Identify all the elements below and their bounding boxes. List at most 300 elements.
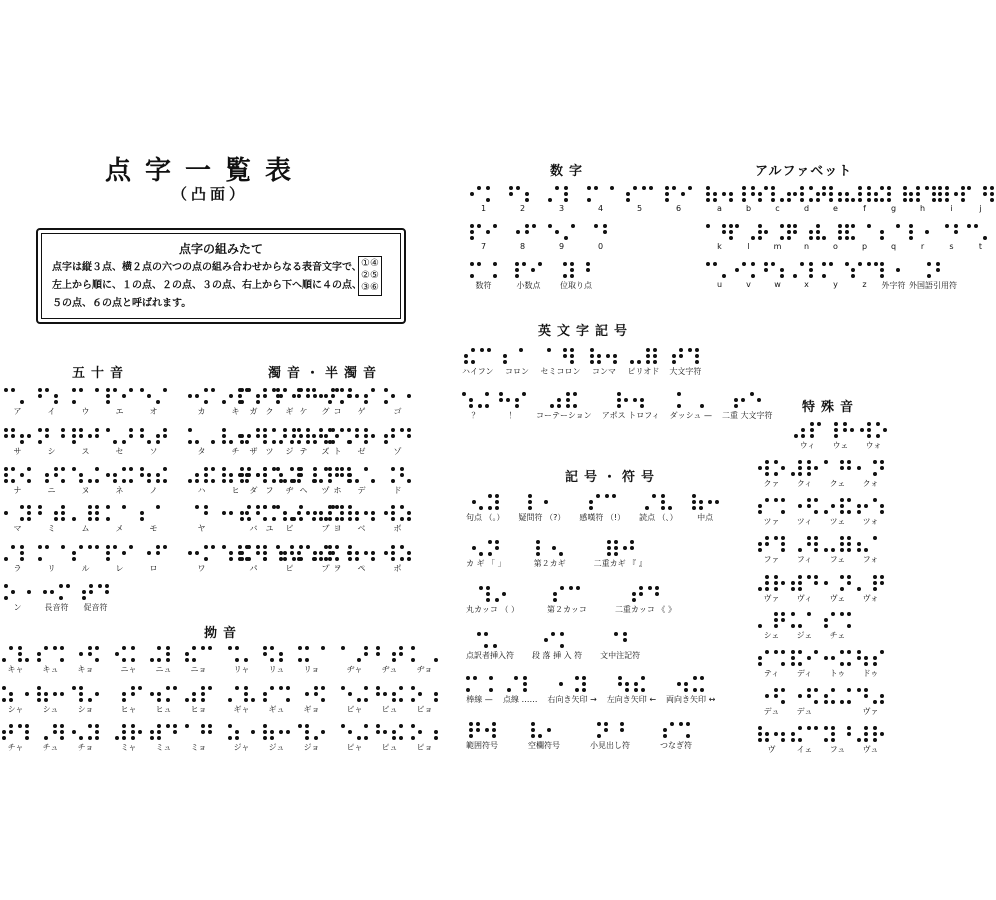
braille-cell bbox=[925, 186, 936, 202]
braille-cell bbox=[857, 650, 868, 666]
braille-cell bbox=[780, 224, 791, 240]
braille-pair bbox=[298, 686, 325, 702]
braille-entry bbox=[824, 612, 851, 641]
braille-cell bbox=[840, 726, 851, 742]
braille-label: o bbox=[833, 242, 838, 251]
braille-entry bbox=[532, 632, 582, 661]
braille-cell bbox=[384, 467, 395, 483]
braille-label: エ bbox=[115, 407, 124, 416]
tokushu-row-6 bbox=[758, 612, 857, 641]
braille-pair bbox=[348, 467, 375, 483]
braille-entry bbox=[462, 392, 489, 421]
braille-entry bbox=[298, 686, 325, 715]
braille-cell bbox=[493, 632, 504, 648]
braille-cell bbox=[400, 467, 411, 483]
braille-pair bbox=[528, 494, 555, 510]
braille-cell bbox=[292, 545, 303, 561]
braille-cell bbox=[809, 186, 820, 202]
braille-entry bbox=[587, 186, 614, 213]
braille-label: ブ bbox=[321, 524, 330, 533]
braille-pair bbox=[822, 262, 849, 278]
page-title: 点字一覧表 bbox=[105, 156, 306, 186]
braille-pair bbox=[240, 505, 267, 521]
braille-cell bbox=[357, 646, 368, 662]
braille-label: v bbox=[746, 280, 751, 289]
braille-label: クィ bbox=[796, 479, 813, 488]
kigou-row-3 bbox=[466, 586, 704, 615]
explain-title: 点字の組みたて bbox=[178, 242, 263, 256]
braille-cell bbox=[807, 612, 818, 628]
braille-cell bbox=[188, 388, 199, 404]
braille-entry bbox=[503, 676, 538, 705]
braille-label: カ ギ 「 」 bbox=[466, 559, 506, 568]
braille-label: j bbox=[979, 204, 982, 213]
braille-cell bbox=[485, 722, 496, 738]
braille-entry bbox=[824, 726, 851, 755]
braille-cell bbox=[150, 646, 161, 662]
braille-entry bbox=[38, 388, 65, 417]
braille-pair bbox=[341, 646, 368, 662]
braille-cell bbox=[809, 224, 820, 240]
braille-cell bbox=[298, 646, 309, 662]
braille-label: 促音符 bbox=[83, 603, 108, 612]
braille-cell bbox=[54, 388, 65, 404]
braille-cell bbox=[613, 722, 624, 738]
braille-label: ヅ bbox=[321, 486, 330, 495]
braille-cell bbox=[563, 348, 574, 364]
braille-entry bbox=[860, 422, 887, 451]
braille-label: 長音符 bbox=[44, 603, 69, 612]
braille-label: 4 bbox=[597, 204, 604, 213]
braille-entry bbox=[692, 494, 719, 523]
braille-label: ジェ bbox=[796, 631, 813, 640]
braille-label: 7 bbox=[480, 242, 487, 251]
braille-cell bbox=[791, 460, 802, 476]
braille-label: 9 bbox=[558, 242, 565, 251]
braille-cell bbox=[427, 646, 438, 662]
braille-entry bbox=[791, 726, 818, 755]
braille-pair bbox=[4, 505, 31, 521]
braille-entry bbox=[38, 467, 65, 496]
braille-cell bbox=[131, 724, 142, 740]
braille-label: ギャ bbox=[233, 705, 250, 714]
braille-pair bbox=[140, 428, 167, 444]
braille-label: リョ bbox=[303, 665, 320, 674]
braille-entry bbox=[263, 686, 290, 715]
braille-label: マ bbox=[13, 524, 22, 533]
explain-line-3: ５の点、６の点と呼ばれます。 bbox=[52, 298, 192, 309]
braille-pair bbox=[857, 650, 884, 666]
braille-cell bbox=[824, 575, 835, 591]
braille-cell bbox=[967, 186, 978, 202]
braille-pair bbox=[411, 724, 438, 740]
braille-label: ツォ bbox=[862, 517, 879, 526]
braille-pair bbox=[630, 348, 657, 364]
braille-entry bbox=[706, 262, 733, 291]
braille-entry bbox=[791, 575, 818, 604]
braille-pair bbox=[791, 575, 818, 591]
braille-entry bbox=[851, 262, 878, 291]
braille-cell bbox=[341, 646, 352, 662]
braille-cell bbox=[774, 650, 785, 666]
braille-label: キ bbox=[231, 407, 240, 416]
braille-pair bbox=[240, 467, 267, 483]
alpha-row-3 bbox=[706, 262, 959, 291]
braille-cell bbox=[364, 428, 375, 444]
braille-pair bbox=[384, 467, 411, 483]
braille-label: デュ bbox=[796, 707, 813, 716]
braille-cell bbox=[411, 724, 422, 740]
braille-label: ヴュ bbox=[862, 745, 879, 754]
braille-label: ヨ bbox=[333, 524, 342, 533]
braille-entry bbox=[669, 348, 701, 377]
braille-cell bbox=[348, 388, 359, 404]
explain-line-2: 左上から順に、１の点、２の点、３の点、右上から下へ順に４の点、 bbox=[52, 280, 362, 291]
braille-label: キュ bbox=[42, 665, 59, 674]
braille-pair bbox=[276, 505, 303, 521]
braille-entry bbox=[880, 186, 907, 213]
braille-cell bbox=[256, 388, 267, 404]
braille-pair bbox=[791, 536, 818, 552]
braille-cell bbox=[774, 688, 785, 704]
braille-pair bbox=[38, 388, 65, 404]
braille-label: 位取り点 bbox=[560, 281, 592, 290]
braille-cell bbox=[523, 676, 534, 692]
braille-cell bbox=[18, 686, 29, 702]
braille-entry bbox=[594, 540, 647, 569]
braille-entry bbox=[384, 467, 411, 496]
braille-entry bbox=[384, 428, 411, 457]
braille-label: ドゥ bbox=[862, 669, 879, 678]
braille-entry bbox=[579, 494, 625, 523]
braille-cell bbox=[384, 545, 395, 561]
braille-cell bbox=[364, 467, 375, 483]
braille-cell bbox=[780, 186, 791, 202]
braille-cell bbox=[341, 724, 352, 740]
braille-label: s bbox=[949, 242, 954, 251]
braille-cell bbox=[38, 428, 49, 444]
braille-pair bbox=[735, 186, 762, 202]
heading-kigou: 記号・符号 bbox=[565, 470, 661, 485]
braille-cell bbox=[873, 575, 884, 591]
braille-pair bbox=[880, 224, 907, 240]
braille-pair bbox=[824, 612, 851, 628]
braille-cell bbox=[873, 460, 884, 476]
braille-label: 点訳者挿入符 bbox=[466, 651, 514, 660]
braille-cell bbox=[122, 428, 133, 444]
braille-cell bbox=[4, 545, 15, 561]
braille-cell bbox=[809, 262, 820, 278]
braille-label: メ bbox=[115, 524, 124, 533]
braille-entry bbox=[72, 428, 99, 457]
braille-label: チェ bbox=[829, 631, 846, 640]
braille-cell bbox=[840, 575, 851, 591]
braille-entry bbox=[515, 262, 542, 291]
braille-pair bbox=[312, 388, 339, 404]
braille-pair bbox=[503, 348, 530, 364]
braille-cell bbox=[758, 575, 769, 591]
braille-cell bbox=[222, 467, 233, 483]
braille-entry bbox=[72, 467, 99, 496]
kigou-row-2 bbox=[466, 540, 675, 569]
braille-cell bbox=[82, 584, 93, 600]
braille-cell bbox=[824, 536, 835, 552]
braille-entry bbox=[791, 688, 818, 717]
braille-label: 二重カッコ 《 》 bbox=[614, 605, 676, 614]
braille-pair bbox=[531, 722, 558, 738]
braille-entry bbox=[185, 686, 212, 715]
braille-label: イェ bbox=[796, 745, 813, 754]
braille-entry bbox=[228, 646, 255, 675]
braille-pair bbox=[462, 392, 489, 408]
braille-entry bbox=[822, 186, 849, 213]
braille-pair bbox=[758, 612, 785, 628]
braille-cell bbox=[677, 676, 688, 692]
braille-label: ザ bbox=[249, 447, 258, 456]
braille-cell bbox=[807, 536, 818, 552]
braille-entry bbox=[4, 505, 31, 534]
braille-entry bbox=[822, 262, 849, 291]
braille-cell bbox=[646, 348, 657, 364]
braille-entry bbox=[758, 575, 785, 604]
braille-cell bbox=[279, 686, 290, 702]
heading-eibun: 英文字記号 bbox=[538, 324, 634, 339]
braille-entry bbox=[615, 586, 676, 615]
braille-cell bbox=[873, 498, 884, 514]
braille-pair bbox=[38, 467, 65, 483]
braille-label: ビャ bbox=[346, 705, 363, 714]
braille-label: ニョ bbox=[190, 665, 207, 674]
braille-entry bbox=[384, 505, 411, 534]
braille-entry bbox=[466, 494, 505, 523]
braille-label: リャ bbox=[233, 665, 250, 674]
braille-label: 5 bbox=[636, 204, 643, 213]
braille-entry bbox=[240, 545, 267, 574]
braille-entry bbox=[341, 646, 368, 675]
braille-pair bbox=[793, 224, 820, 240]
braille-entry bbox=[602, 392, 660, 421]
braille-pair bbox=[938, 224, 965, 240]
braille-label: モ bbox=[149, 524, 158, 533]
braille-pair bbox=[4, 467, 31, 483]
braille-cell bbox=[53, 686, 64, 702]
braille-cell bbox=[276, 545, 287, 561]
braille-pair bbox=[472, 540, 499, 556]
braille-cell bbox=[88, 467, 99, 483]
braille-entry bbox=[341, 686, 368, 715]
braille-entry bbox=[411, 686, 438, 715]
braille-label: 両向き矢印 ↔ bbox=[666, 695, 716, 704]
braille-label: g bbox=[890, 204, 897, 213]
braille-cell bbox=[938, 224, 949, 240]
braille-entry bbox=[376, 646, 403, 675]
braille-cell bbox=[564, 186, 575, 202]
braille-entry bbox=[548, 676, 597, 705]
kigou-row-1 bbox=[466, 494, 733, 523]
braille-cell bbox=[115, 724, 126, 740]
braille-label: ツァ bbox=[763, 517, 780, 526]
braille-cell bbox=[204, 545, 215, 561]
braille-pair bbox=[791, 612, 818, 628]
braille-label: ヒュ bbox=[155, 705, 172, 714]
braille-label: ノ bbox=[149, 486, 158, 495]
braille-cell bbox=[550, 392, 561, 408]
braille-cell bbox=[140, 545, 151, 561]
braille-cell bbox=[909, 224, 920, 240]
braille-entry bbox=[509, 224, 536, 251]
braille-cell bbox=[470, 262, 481, 278]
braille-label: ボ bbox=[393, 524, 402, 533]
braille-label: クァ bbox=[763, 479, 780, 488]
braille-pair bbox=[909, 224, 936, 240]
braille-cell bbox=[536, 540, 547, 556]
braille-pair bbox=[263, 646, 290, 662]
braille-pair bbox=[263, 686, 290, 702]
braille-cell bbox=[590, 348, 601, 364]
braille-label: e bbox=[833, 204, 838, 213]
braille-cell bbox=[623, 632, 634, 648]
braille-cell bbox=[54, 467, 65, 483]
braille-cell bbox=[122, 545, 133, 561]
braille-cell bbox=[867, 262, 878, 278]
braille-cell bbox=[185, 646, 196, 662]
braille-pair bbox=[827, 422, 854, 438]
braille-pair bbox=[312, 467, 339, 483]
braille-cell bbox=[106, 428, 117, 444]
braille-cell bbox=[37, 646, 48, 662]
braille-pair bbox=[920, 262, 947, 278]
braille-cell bbox=[873, 650, 884, 666]
tokushu-row-5 bbox=[758, 575, 890, 604]
braille-pair bbox=[758, 460, 785, 476]
braille-entry bbox=[509, 186, 536, 213]
braille-pair bbox=[140, 388, 167, 404]
braille-pair bbox=[563, 262, 590, 278]
braille-label: ペ bbox=[357, 564, 366, 573]
braille-cell bbox=[840, 536, 851, 552]
braille-label: トゥ bbox=[829, 669, 846, 678]
braille-cell bbox=[166, 724, 177, 740]
braille-pair bbox=[240, 428, 267, 444]
braille-cell bbox=[472, 494, 483, 510]
tokushu-row-4 bbox=[758, 536, 890, 565]
braille-cell bbox=[256, 505, 267, 521]
braille-entry bbox=[548, 186, 575, 213]
braille-label: ヌ bbox=[81, 486, 90, 495]
braille-pair bbox=[548, 186, 575, 202]
braille-cell bbox=[464, 348, 475, 364]
braille-cell bbox=[364, 388, 375, 404]
braille-entry bbox=[909, 186, 936, 213]
braille-label: 右向き矢印 → bbox=[547, 695, 597, 704]
braille-label: ツ bbox=[265, 447, 274, 456]
braille-cell bbox=[645, 494, 656, 510]
braille-entry bbox=[590, 348, 617, 377]
braille-cell bbox=[515, 262, 526, 278]
braille-cell bbox=[376, 724, 387, 740]
braille-label: ゲ bbox=[357, 407, 366, 416]
braille-pair bbox=[544, 632, 571, 648]
braille-cell bbox=[607, 540, 618, 556]
braille-label: ピリオド bbox=[627, 367, 660, 376]
braille-pair bbox=[764, 262, 791, 278]
braille-label: n bbox=[803, 242, 810, 251]
braille-pair bbox=[824, 650, 851, 666]
braille-entry bbox=[140, 467, 167, 496]
braille-cell bbox=[793, 224, 804, 240]
braille-cell bbox=[263, 686, 274, 702]
braille-cell bbox=[880, 224, 891, 240]
braille-pair bbox=[470, 224, 497, 240]
braille-label: 第２カッコ bbox=[547, 605, 587, 614]
braille-cell bbox=[544, 494, 555, 510]
braille-label: シュ bbox=[42, 705, 59, 714]
braille-label: ヂャ bbox=[346, 665, 363, 674]
braille-label: ネ bbox=[115, 486, 124, 495]
braille-pair bbox=[185, 724, 212, 740]
braille-cell bbox=[851, 262, 862, 278]
braille-pair bbox=[185, 686, 212, 702]
braille-pair bbox=[106, 428, 133, 444]
braille-cell bbox=[560, 632, 571, 648]
braille-cell bbox=[43, 584, 54, 600]
braille-pair bbox=[4, 545, 31, 561]
braille-entry bbox=[72, 545, 99, 574]
braille-label: キョ bbox=[77, 665, 94, 674]
braille-cell bbox=[626, 186, 637, 202]
braille-cell bbox=[807, 575, 818, 591]
braille-label: 段 落 挿 入 符 bbox=[532, 651, 583, 660]
braille-label: ギュ bbox=[268, 705, 285, 714]
braille-pair bbox=[240, 388, 267, 404]
braille-pair bbox=[72, 686, 99, 702]
braille-pair bbox=[822, 186, 849, 202]
braille-entry bbox=[72, 505, 99, 534]
braille-pair bbox=[472, 494, 499, 510]
braille-cell bbox=[751, 262, 762, 278]
braille-cell bbox=[469, 722, 480, 738]
braille-entry bbox=[115, 724, 142, 753]
braille-pair bbox=[477, 632, 504, 648]
braille-pair bbox=[758, 650, 785, 666]
braille-cell bbox=[472, 540, 483, 556]
braille-label: i bbox=[950, 204, 953, 213]
braille-cell bbox=[553, 586, 564, 602]
braille-label: プ bbox=[321, 564, 330, 573]
braille-cell bbox=[204, 467, 215, 483]
braille-cell bbox=[72, 686, 83, 702]
braille-pair bbox=[276, 388, 303, 404]
braille-entry bbox=[827, 422, 854, 451]
braille-label: ヴァ bbox=[763, 594, 780, 603]
braille-entry bbox=[503, 348, 530, 377]
braille-cell bbox=[665, 186, 676, 202]
braille-label: ガ bbox=[249, 407, 258, 416]
braille-entry bbox=[37, 686, 64, 715]
braille-entry bbox=[150, 724, 177, 753]
braille-cell bbox=[2, 724, 13, 740]
braille-cell bbox=[18, 646, 29, 662]
braille-pair bbox=[857, 688, 884, 704]
braille-entry bbox=[857, 726, 884, 755]
braille-label: ベ bbox=[357, 524, 366, 533]
braille-label: ？ bbox=[471, 411, 480, 420]
braille-label: ル bbox=[81, 564, 90, 573]
braille-entry bbox=[188, 388, 215, 417]
braille-cell bbox=[279, 646, 290, 662]
braille-label: ン bbox=[13, 603, 22, 612]
braille-entry bbox=[607, 676, 656, 705]
